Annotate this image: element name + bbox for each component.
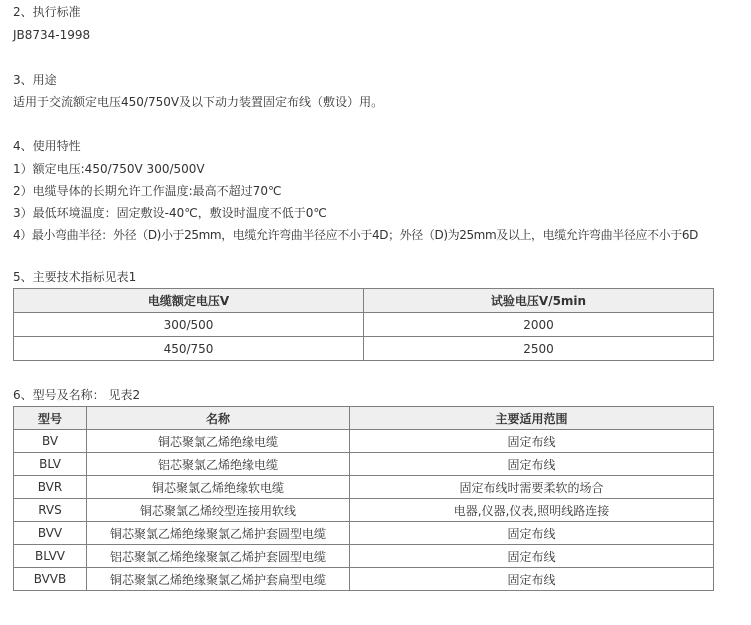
header-name: 名称: [87, 407, 350, 430]
table-row: [14, 568, 714, 591]
property-item-4: 4）最小弯曲半径：外径（D)小于25mm，电缆允许弯曲半径应不小于4D；外径（D)为25mm及以上，电缆允许弯曲半径应不小于6D: [13, 228, 698, 242]
table-cell: 铜芯聚氯乙烯绝缘电缆: [87, 430, 350, 453]
header-model: 型号: [14, 407, 87, 430]
table-cell: 固定布线: [350, 453, 714, 476]
table-cell: 固定布线时需要柔软的场合: [350, 476, 714, 499]
table-cell: 300/500: [14, 313, 364, 337]
table-row: [14, 476, 714, 499]
table-cell: 电器,仪器,仪表,照明线路连接: [350, 499, 714, 522]
table-cell: 450/750: [14, 337, 364, 361]
table-cell: 2500: [364, 337, 714, 361]
table-cell: 铜芯聚氯乙烯绝缘聚氯乙烯护套圆型电缆: [87, 522, 350, 545]
table-cell: 固定布线: [350, 568, 714, 591]
header-test-voltage: 试验电压V/5min: [364, 289, 714, 313]
table-cell: 固定布线: [350, 522, 714, 545]
section-5-title: 5、主要技术指标见表1: [13, 270, 137, 284]
table-cell: 铝芯聚氯乙烯绝缘聚氯乙烯护套圆型电缆: [87, 545, 350, 568]
table-cell: BVVB: [14, 568, 87, 591]
property-item-3: 3）最低环境温度：固定敷设-40℃，敷设时温度不低于0℃: [13, 206, 327, 220]
table-cell: BLV: [14, 453, 87, 476]
table-row: [14, 313, 714, 337]
property-item-1: 1）额定电压:450/750V 300/500V: [13, 162, 205, 176]
table-cell: BLVV: [14, 545, 87, 568]
property-item-2: 2）电缆导体的长期允许工作温度:最高不超过70℃: [13, 184, 282, 198]
table-cell: 固定布线: [350, 430, 714, 453]
section-3-title: 3、用途: [13, 73, 57, 87]
header-rated-voltage: 电缆额定电压V: [14, 289, 364, 313]
table-cell: RVS: [14, 499, 87, 522]
table-row: [14, 430, 714, 453]
table-header-row: [14, 407, 714, 430]
table-row: [14, 453, 714, 476]
section-2-title: 2、执行标准: [13, 5, 81, 19]
header-application: 主要适用范围: [350, 407, 714, 430]
table-cell: 铝芯聚氯乙烯绝缘电缆: [87, 453, 350, 476]
table-cell: 2000: [364, 313, 714, 337]
table-cell: 固定布线: [350, 545, 714, 568]
standard-code: JB8734-1998: [13, 28, 91, 42]
usage-text: 适用于交流额定电压450/750V及以下动力装置固定布线（敷设）用。: [13, 95, 384, 109]
section-6-title: 6、型号及名称： 见表2: [13, 388, 141, 402]
table-cell: 铜芯聚氯乙烯绞型连接用软线: [87, 499, 350, 522]
spec-table-1: [13, 288, 714, 361]
table-cell: 铜芯聚氯乙烯绝缘聚氯乙烯护套扁型电缆: [87, 568, 350, 591]
table-row: [14, 545, 714, 568]
table-row: [14, 499, 714, 522]
model-table-2: [13, 406, 714, 591]
section-4-title: 4、使用特性: [13, 139, 81, 153]
table-cell: BVV: [14, 522, 87, 545]
table-cell: 铜芯聚氯乙烯绝缘软电缆: [87, 476, 350, 499]
table-row: [14, 337, 714, 361]
table-cell: BVR: [14, 476, 87, 499]
table-row: [14, 522, 714, 545]
table-header-row: [14, 289, 714, 313]
table-cell: BV: [14, 430, 87, 453]
